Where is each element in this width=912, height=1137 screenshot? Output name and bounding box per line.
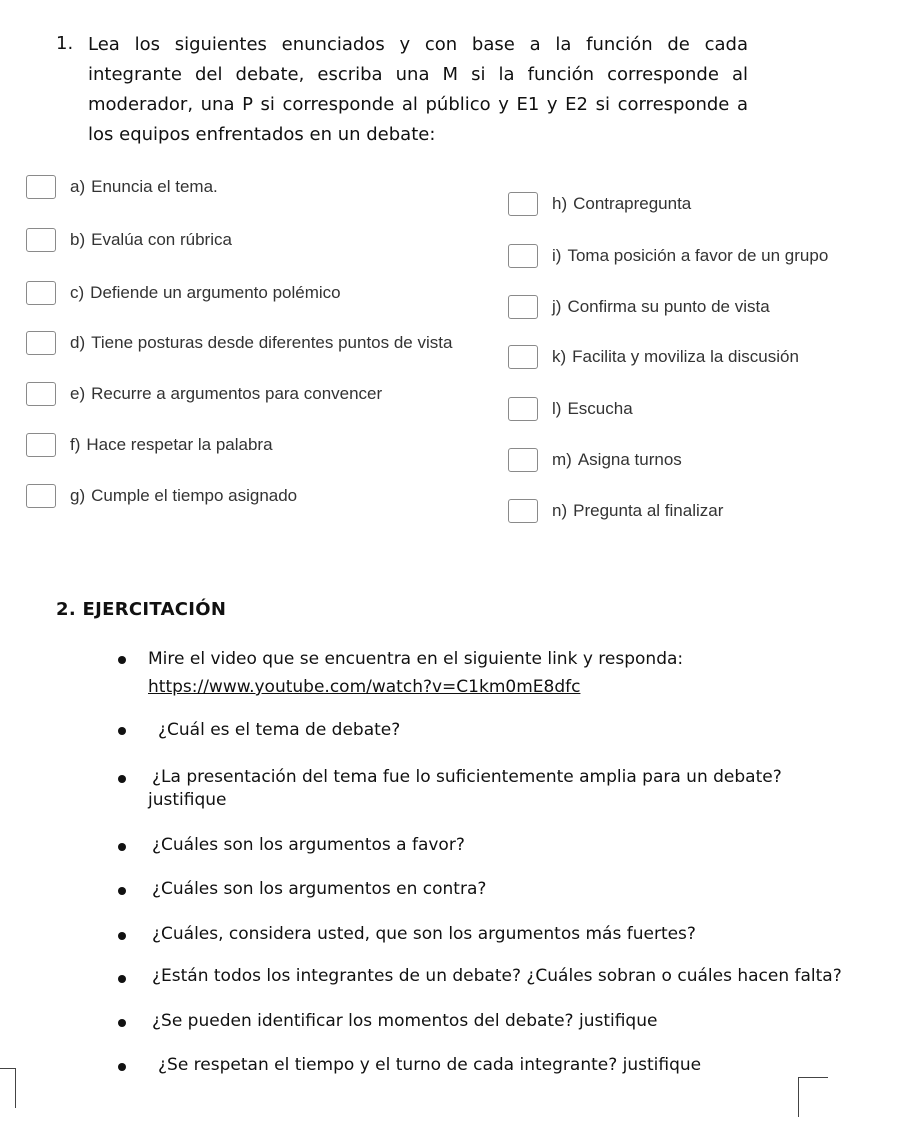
answer-box-n[interactable] (508, 499, 538, 523)
item-d (26, 331, 452, 355)
bullet-icon (118, 656, 126, 664)
item-letter: b) (70, 230, 86, 249)
page-corner-mark-right (798, 1077, 828, 1117)
item-text: Hace respetar la palabra (86, 435, 273, 454)
question-item-continuation: justifique (148, 790, 227, 810)
question-item: ¿Cuáles son los argumentos en contra? (152, 879, 487, 899)
item-h (508, 192, 691, 216)
answer-box-l[interactable] (508, 397, 538, 421)
item-letter: h) (552, 194, 568, 213)
item-text: Pregunta al finalizar (573, 501, 724, 520)
item-b (26, 228, 232, 252)
answer-box-i[interactable] (508, 244, 538, 268)
page-corner-mark-left (0, 1068, 16, 1108)
item-k (508, 345, 799, 369)
item-c (26, 281, 341, 305)
item-text: Recurre a argumentos para convencer (91, 384, 383, 403)
item-e (26, 382, 382, 406)
item-text: Toma posición a favor de un grupo (567, 246, 829, 265)
item-text: Defiende un argumento polémico (90, 283, 341, 302)
item-letter: j) (552, 297, 562, 316)
question-item: ¿Se respetan el tiempo y el turno de cada integrante? justifique (158, 1055, 702, 1075)
bullet-icon (118, 975, 126, 983)
item-text: Enuncia el tema. (91, 177, 218, 196)
item-i (508, 244, 828, 268)
item-n (508, 499, 723, 523)
video-link[interactable]: https://www.youtube.com/watch?v=C1km0mE8dfc (148, 677, 581, 697)
item-letter: m) (552, 450, 572, 469)
item-text: Escucha (567, 399, 633, 418)
bullet-icon (118, 1019, 126, 1027)
item-letter: a) (70, 177, 86, 196)
answer-box-h[interactable] (508, 192, 538, 216)
item-letter: f) (70, 435, 81, 454)
item-text: Tiene posturas desde diferentes puntos de vista (91, 333, 453, 352)
item-a (26, 175, 218, 199)
item-letter: d) (70, 333, 86, 352)
answer-box-a[interactable] (26, 175, 56, 199)
answer-box-k[interactable] (508, 345, 538, 369)
item-text: Contrapregunta (573, 194, 692, 213)
item-text: Facilita y moviliza la discusión (572, 347, 799, 366)
bullet-icon (118, 1063, 126, 1071)
question-item: ¿Cuáles son los argumentos a favor? (152, 835, 465, 855)
bullet-icon (118, 727, 126, 735)
answer-box-d[interactable] (26, 331, 56, 355)
bullet-icon (118, 887, 126, 895)
question-item: ¿Están todos los integrantes de un debate? ¿Cuáles sobran o cuáles hacen falta? (152, 966, 842, 986)
answer-box-g[interactable] (26, 484, 56, 508)
answer-box-j[interactable] (508, 295, 538, 319)
answer-box-e[interactable] (26, 382, 56, 406)
answer-box-c[interactable] (26, 281, 56, 305)
question-1-number: 1. (56, 33, 74, 54)
item-text: Asigna turnos (577, 450, 682, 469)
item-letter: i) (552, 246, 562, 265)
item-text: Cumple el tiempo asignado (91, 486, 298, 505)
question-item: ¿La presentación del tema fue lo suficientemente amplia para un debate? (152, 767, 782, 787)
section-2-intro: Mire el video que se encuentra en el siguiente link y responda: (148, 649, 684, 669)
item-letter: k) (552, 347, 567, 366)
answer-box-m[interactable] (508, 448, 538, 472)
answer-box-f[interactable] (26, 433, 56, 457)
item-letter: n) (552, 501, 568, 520)
item-g (26, 484, 297, 508)
question-item: ¿Cuáles, considera usted, que son los argumentos más fuertes? (152, 924, 696, 944)
section-2-title: 2. EJERCITACIÓN (56, 599, 227, 620)
item-m (508, 448, 682, 472)
item-letter: g) (70, 486, 86, 505)
question-item: ¿Cuál es el tema de debate? (158, 720, 401, 740)
item-letter: e) (70, 384, 86, 403)
item-j (508, 295, 770, 319)
bullet-icon (118, 932, 126, 940)
item-letter: c) (70, 283, 85, 302)
item-f (26, 433, 273, 457)
question-1-text: Lea los siguientes enunciados y con base a la función de cada integrante del debate, escriba una M si la función corresponde al moderador, una P si corresponde al público y E1 y E2 si corresponde a los equipos enfrentados en un debate: (88, 34, 748, 145)
bullet-icon (118, 775, 126, 783)
item-letter: l) (552, 399, 562, 418)
answer-box-b[interactable] (26, 228, 56, 252)
item-l (508, 397, 633, 421)
item-text: Evalúa con rúbrica (91, 230, 232, 249)
item-text: Confirma su punto de vista (567, 297, 770, 316)
question-item: ¿Se pueden identificar los momentos del debate? justifique (152, 1011, 658, 1031)
bullet-icon (118, 843, 126, 851)
